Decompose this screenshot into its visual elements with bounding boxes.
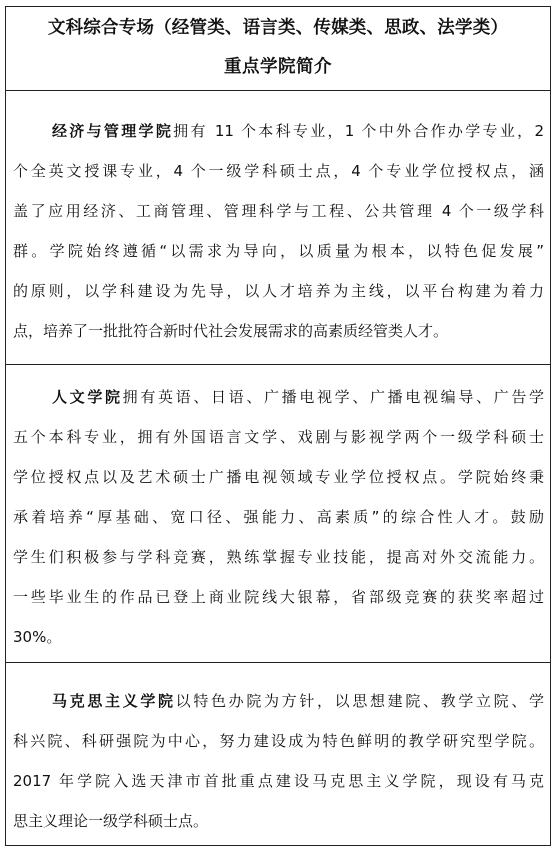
paragraph-line: 的原则，以学科建设为先导，以人才培养为主线，以平台构建为着力 — [13, 282, 544, 300]
page-subtitle: 重点学院简介 — [224, 57, 332, 77]
paragraph-line: 学位授权点以及艺术硕士广播电视领域专业学位授权点。学院始终秉 — [13, 468, 544, 486]
intro-table — [5, 6, 551, 846]
paragraph-line: 思主义理论一级学科硕士点。 — [13, 812, 209, 830]
paragraph-line: 一些毕业生的作品已登上商业院线大银幕，省部级竞赛的获奖率超过 — [13, 588, 544, 606]
paragraph-line: 点，培养了一批批符合新时代社会发展需求的高素质经管类人才。 — [13, 322, 449, 340]
paragraph-line: 五个本科专业，拥有外国语言文学、戏剧与影视学两个一级学科硕士 — [13, 428, 544, 446]
section-marxism — [6, 663, 550, 845]
paragraph-line: 学生们积极参与学科竞赛，熟练掌握专业技能，提高对外交流能力。 — [13, 548, 544, 566]
paragraph-line: 科兴院、科研强院为中心，努力建设成为特色鲜明的教学研究型学院。 — [13, 732, 544, 750]
line-text: 以特色办院为方针，以思想建院、教学立院、学 — [175, 692, 544, 710]
paragraph-line — [52, 691, 544, 711]
paragraph-line: 个全英文授课专业，4 个一级学科硕士点，4 个专业学位授权点，涵 — [13, 162, 544, 180]
section-economics-management — [6, 91, 550, 365]
paragraph-line — [52, 121, 544, 141]
paragraph-line: 2017 年学院入选天津市首批重点建设马克思主义学院，现设有马克 — [13, 772, 544, 790]
page-title: 文科综合专场（经管类、语言类、传媒类、思政、法学类） — [47, 18, 509, 38]
paragraph-line: 承着培养“厚基础、宽口径、强能力、高素质”的综合性人才。鼓励 — [13, 508, 544, 526]
table-header — [6, 7, 550, 91]
paragraph-line — [52, 387, 544, 407]
college-name: 经济与管理学院 — [52, 122, 174, 140]
paragraph-line: 群。学院始终遵循“以需求为导向，以质量为根本，以特色促发展” — [13, 242, 544, 260]
line-text: 拥有英语、日语、广播电视学、广播电视编导、广告学 — [122, 388, 544, 406]
line-text: 拥有 11 个本科专业，1 个中外合作办学专业，2 — [173, 122, 544, 140]
paragraph-line: 30%。 — [13, 628, 62, 646]
section-humanities — [6, 365, 550, 663]
college-name: 人文学院 — [52, 388, 123, 406]
paragraph-line: 盖了应用经济、工商管理、管理科学与工程、公共管理 4 个一级学科 — [13, 202, 544, 220]
college-name: 马克思主义学院 — [52, 692, 176, 710]
